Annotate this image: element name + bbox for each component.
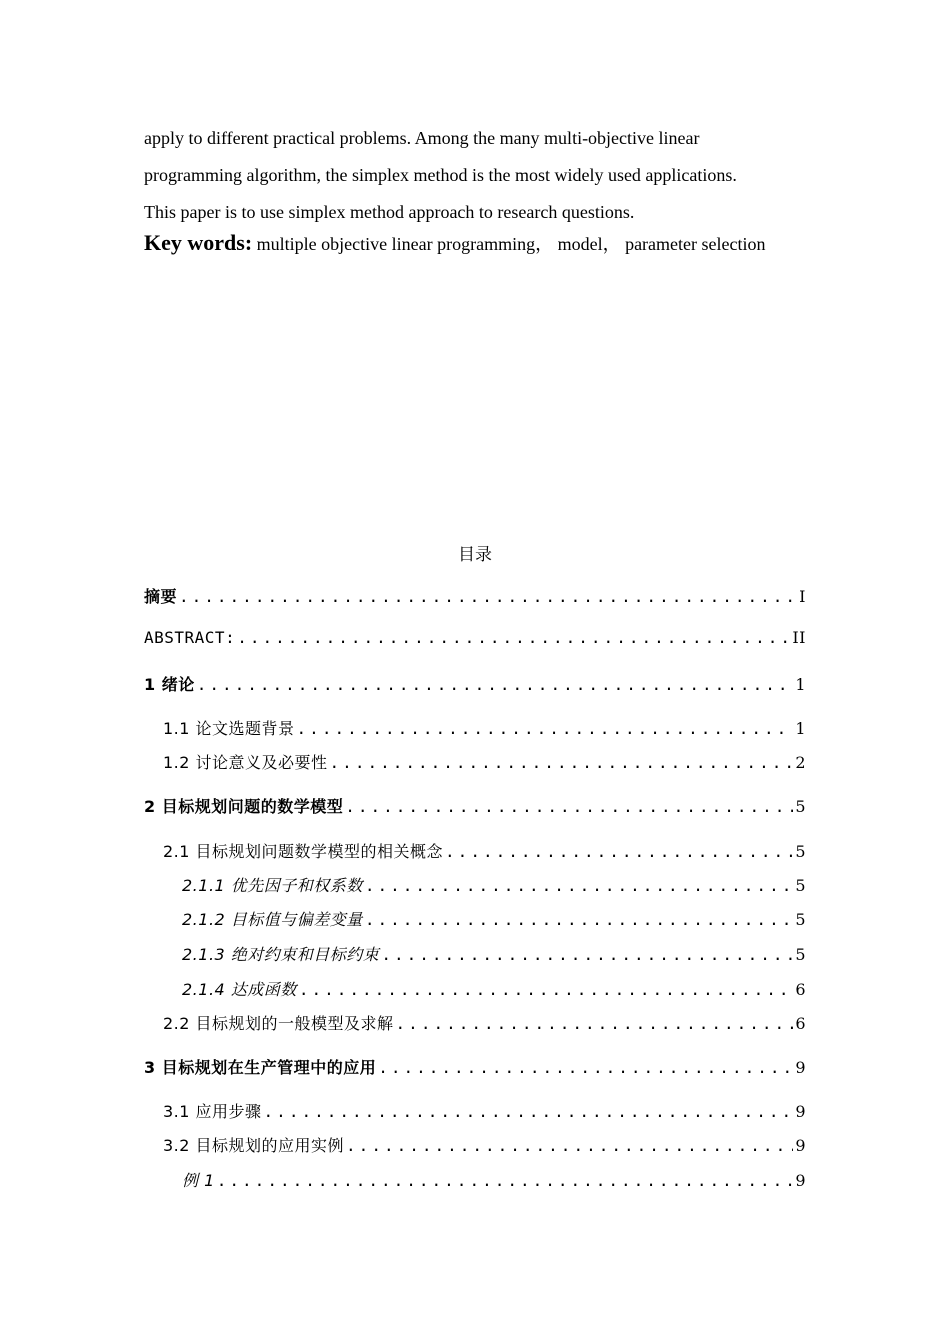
toc-leader	[179, 587, 797, 606]
toc-leader	[346, 1136, 793, 1155]
toc-page-number: I	[799, 587, 806, 606]
keywords-label: Key words:	[144, 230, 253, 255]
toc-page-number: 9	[795, 1058, 806, 1077]
toc-entry-section-1-2[interactable]	[163, 750, 806, 774]
abstract-line: This paper is to use simplex method approach to research questions.	[144, 202, 635, 222]
toc-entry-abstract-en[interactable]	[144, 628, 806, 652]
toc-page-number: 5	[795, 842, 806, 861]
abstract-line: apply to different practical problems. Among the many multi-objective linear	[144, 128, 700, 148]
toc-entry-label: 2.1.4 达成函数	[182, 980, 297, 999]
toc-entry-label: ABSTRACT:	[144, 628, 236, 647]
toc-entry-chapter-2[interactable]	[144, 794, 806, 818]
toc-entry-label: 2 目标规划问题的数学模型	[144, 797, 344, 816]
toc-page-number: 9	[795, 1102, 806, 1121]
toc-entry-section-2-1-1[interactable]	[182, 873, 806, 897]
toc-page-number: 9	[795, 1171, 806, 1190]
toc-entry-section-2-1[interactable]	[163, 839, 806, 863]
toc-entry-section-3-2[interactable]	[163, 1133, 806, 1157]
abstract-body	[144, 120, 824, 231]
toc-leader	[197, 675, 794, 694]
toc-leader	[330, 753, 794, 772]
toc-page-number: 5	[795, 876, 806, 895]
toc-entry-section-2-2[interactable]	[163, 1011, 806, 1035]
toc-page-number: 9	[795, 1136, 806, 1155]
toc-leader	[264, 1102, 794, 1121]
toc-page-number: 1	[795, 719, 806, 738]
toc-page-number: 1	[795, 675, 806, 694]
toc-entry-chapter-3[interactable]	[144, 1055, 806, 1079]
toc-leader	[378, 1058, 793, 1077]
toc-page-number: 5	[795, 945, 806, 964]
toc-leader	[365, 876, 794, 895]
toc-entry-label: 2.1.1 优先因子和权系数	[182, 876, 363, 895]
toc-entry-label: 2.1.3 绝对约束和目标约束	[182, 945, 380, 964]
toc-entry-label: 3.1 应用步骤	[163, 1102, 262, 1121]
toc-entry-label: 1 绪论	[144, 675, 195, 694]
toc-entry-section-2-1-2[interactable]	[182, 907, 806, 931]
toc-entry-label: 1.1 论文选题背景	[163, 719, 295, 738]
toc-entry-section-2-1-3[interactable]	[182, 942, 806, 966]
toc-entry-section-1-1[interactable]	[163, 716, 806, 740]
toc-entry-example-1[interactable]	[182, 1168, 806, 1192]
toc-leader	[396, 1014, 794, 1033]
toc-leader	[299, 980, 794, 999]
toc-title: 目录	[458, 545, 492, 565]
toc-page-number: 5	[795, 797, 806, 816]
toc-entry-section-3-1[interactable]	[163, 1099, 806, 1123]
abstract-line: programming algorithm, the simplex method is the most widely used applications.	[144, 165, 737, 185]
toc-leader	[345, 797, 793, 816]
toc-leader	[217, 1171, 794, 1190]
toc-entry-label: 例 1	[182, 1171, 215, 1190]
toc-page-number: 5	[795, 910, 806, 929]
toc-leader	[237, 628, 790, 647]
toc-entry-label: 3 目标规划在生产管理中的应用	[144, 1058, 377, 1077]
toc-page-number: 6	[795, 980, 806, 999]
toc-entry-label: 2.2 目标规划的一般模型及求解	[163, 1014, 394, 1033]
toc-page-number: 6	[795, 1014, 806, 1033]
toc-page-number: II	[792, 628, 806, 647]
toc-entry-abstract-cn[interactable]	[144, 584, 806, 608]
toc-entry-label: 2.1.2 目标值与偏差变量	[182, 910, 363, 929]
toc-entry-label: 1.2 讨论意义及必要性	[163, 753, 328, 772]
toc-entry-section-2-1-4[interactable]	[182, 977, 806, 1001]
toc-leader	[381, 945, 793, 964]
toc-entry-label: 摘要	[144, 587, 178, 606]
keywords-text: multiple objective linear programming， model， parameter selection	[252, 234, 766, 254]
keywords-line	[144, 230, 766, 256]
toc-entry-chapter-1[interactable]	[144, 672, 806, 696]
toc-page-number: 2	[795, 753, 806, 772]
toc-leader	[445, 842, 793, 861]
toc-leader	[365, 910, 794, 929]
toc-entry-label: 2.1 目标规划问题数学模型的相关概念	[163, 842, 444, 861]
toc-leader	[297, 719, 794, 738]
toc-entry-label: 3.2 目标规划的应用实例	[163, 1136, 345, 1155]
